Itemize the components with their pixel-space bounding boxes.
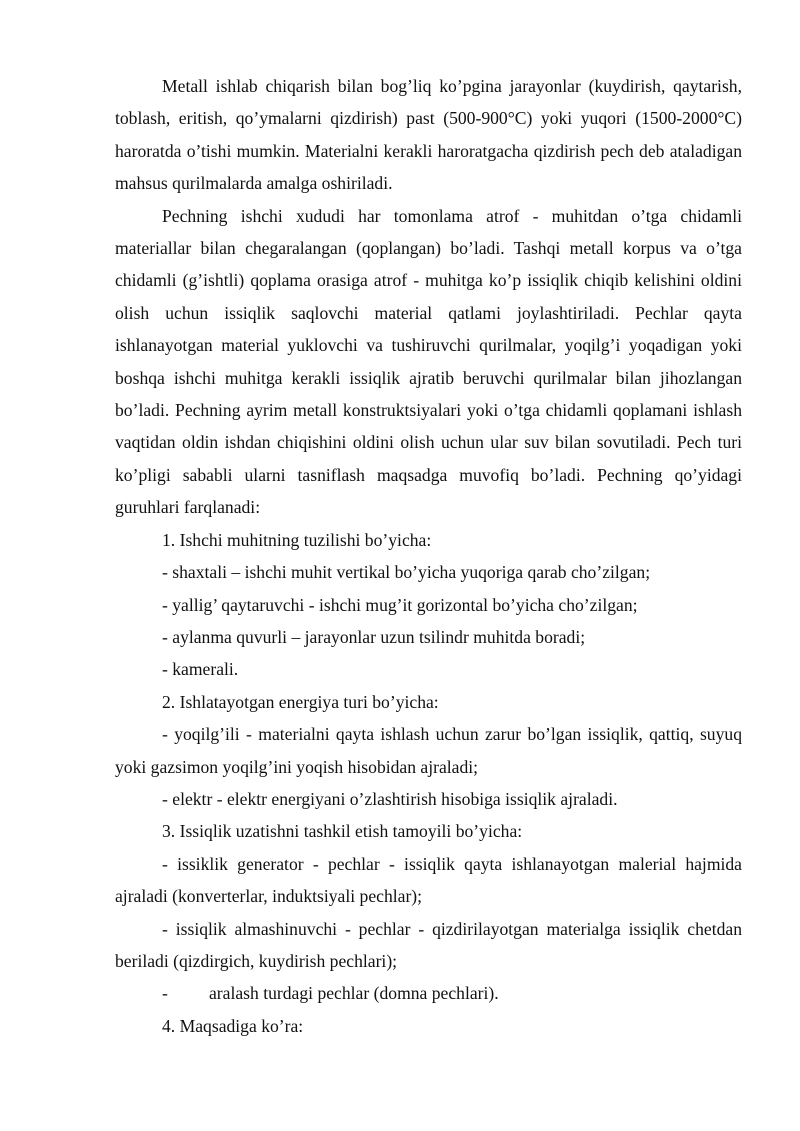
- paragraph-furnace-description: Pechning ishchi xududi har tomonlama atrof - muhitdan o’tga chidamli materiallar bilan chegaralangan (qoplangan) bo’ladi. Tashqi metall korpus va o’tga chidamli (g’ishtli) qoplama orasiga atrof - muhitga ko’p issiqlik chiqib kelishini oldini olish uchun issiqlik saqlovchi material qatlami joylashtiriladi. Pechlar qayta ishlanayotgan material yuklovchi va tushiruvchi qurilmalar, yoqilg’i yoqadigan yoki boshqa ishchi muhitga kerakli issiqlik ajratib beruvchi qurilmalar bilan jihozlangan bo’ladi. Pechning ayrim metall konstruktsiyalari yoki o’tga chidamli qoplamani ishlash vaqtidan oldin ishdan chiqishini oldini olish uchun ular suv bilan sovutiladi. Pech turi ko’pligi sababli ularni tasniflash maqsadga muvofiq bo’ladi. Pechning qo’yidagi guruhlari farqlanadi:: [115, 205, 742, 518]
- paragraph-intro: Metall ishlab chiqarish bilan bog’liq ko’pgina jarayonlar (kuydirish, qaytarish, toblash, eritish, qo’ymalarni qizdirish) past (500-900°C) yoki yuqori (1500-2000°C) haroratda o’tishi mumkin. Materialni kerakli haroratgacha qizdirish pech deb ataladigan mahsus qurilmalarda amalga oshiriladi.: [115, 76, 742, 194]
- list-item-mixed-text: aralash turdagi pechlar (domna pechlari).: [209, 983, 499, 1004]
- list-heading-purpose: 4. Maqsadiga ko’ra:: [162, 1015, 304, 1036]
- list-item-mixed: [115, 977, 742, 1009]
- list-item-shaft: - shaxtali – ishchi muhit vertikal bo’yicha yuqoriga qarab cho’zilgan;: [162, 562, 651, 583]
- document-page: [115, 70, 742, 1042]
- list-item-reverberatory: - yallig’ qaytaruvchi - ishchi mug’it gorizontal bo’yicha cho’zilgan;: [162, 594, 638, 615]
- list-item-rotary-tube: - aylanma quvurli – jarayonlar uzun tsilindr muhitda boradi;: [162, 626, 586, 647]
- list-heading-working-medium: 1. Ishchi muhitning tuzilishi bo’yicha:: [162, 529, 432, 550]
- list-heading-heat-transfer: 3. Issiqlik uzatishni tashkil etish tamoyili bo’yicha:: [162, 821, 523, 842]
- list-dash: -: [162, 983, 168, 1004]
- list-item-fuel: - yoqilg’ili - materialni qayta ishlash uchun zarur bo’lgan issiqlik, qattiq, suyuq yoki gazsimon yoqilg’ini yoqish hisobidan ajraladi;: [115, 724, 742, 777]
- list-item-chamber: - kamerali.: [162, 659, 239, 680]
- list-item-heat-exchanger: - issiqlik almashinuvchi - pechlar - qizdirilayotgan materialga issiqlik chetdan beriladi (qizdirgich, kuydirish pechlari);: [115, 918, 742, 971]
- list-item-electric: - elektr - elektr energiyani o’zlashtirish hisobiga issiqlik ajraladi.: [162, 788, 618, 809]
- list-item-heat-generator: - issiklik generator - pechlar - issiqlik qayta ishlanayotgan malerial hajmida ajraladi (konverterlar, induktsiyali pechlar);: [115, 853, 742, 907]
- list-heading-energy-type: 2. Ishlatayotgan energiya turi bo’yicha:: [162, 691, 439, 712]
